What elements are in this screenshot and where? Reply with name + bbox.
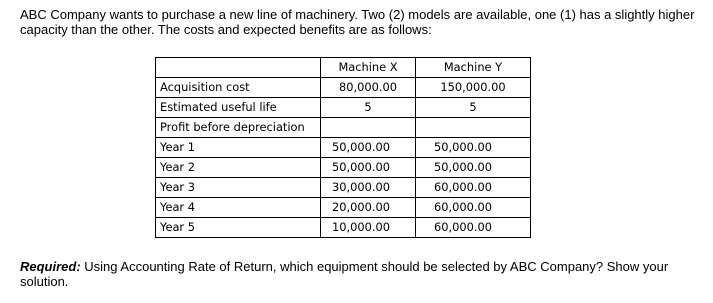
required-paragraph [20,259,700,289]
machine-y-value: 50,000.00 [416,158,531,178]
row-label: Acquisition cost [156,78,321,98]
machine-x-value: 50,000.00 [321,138,416,158]
year-label: Year 2 [156,158,321,178]
empty-cell [416,118,531,138]
machine-y-value: 60,000.00 [416,178,531,198]
table-row [156,78,531,98]
year-label: Year 1 [156,138,321,158]
machine-y-value: 5 [416,98,531,118]
intro-paragraph: ABC Company wants to purchase a new line of machinery. Two (2) models are available, one (1) has a slightly higher capacity than the other. The costs and expected benefits are as follows: [20,7,695,37]
machine-y-value: 60,000.00 [416,218,531,238]
table-row [156,98,531,118]
row-label: Estimated useful life [156,98,321,118]
machine-x-value: 30,000.00 [321,178,416,198]
machine-y-value: 60,000.00 [416,198,531,218]
required-label: Required: [20,259,81,274]
header-blank-cell [156,58,321,78]
header-machine-x: Machine X [321,58,416,78]
year-label: Year 5 [156,218,321,238]
machine-x-value: 50,000.00 [321,158,416,178]
year-label: Year 3 [156,178,321,198]
required-text: Using Accounting Rate of Return, which equipment should be selected by ABC Company? Show your solution. [20,259,669,289]
section-label: Profit before depreciation [156,118,321,138]
table-row [156,178,531,198]
table-header-row [156,58,531,78]
machine-y-value: 150,000.00 [416,78,531,98]
table-row [156,218,531,238]
table-row [156,118,531,138]
year-label: Year 4 [156,198,321,218]
table-row [156,198,531,218]
empty-cell [321,118,416,138]
machine-y-value: 50,000.00 [416,138,531,158]
machine-x-value: 10,000.00 [321,218,416,238]
machine-x-value: 5 [321,98,416,118]
machine-x-value: 20,000.00 [321,198,416,218]
machinery-comparison-table [155,57,531,238]
table-row [156,158,531,178]
machine-x-value: 80,000.00 [321,78,416,98]
table-row [156,138,531,158]
header-machine-y: Machine Y [416,58,531,78]
